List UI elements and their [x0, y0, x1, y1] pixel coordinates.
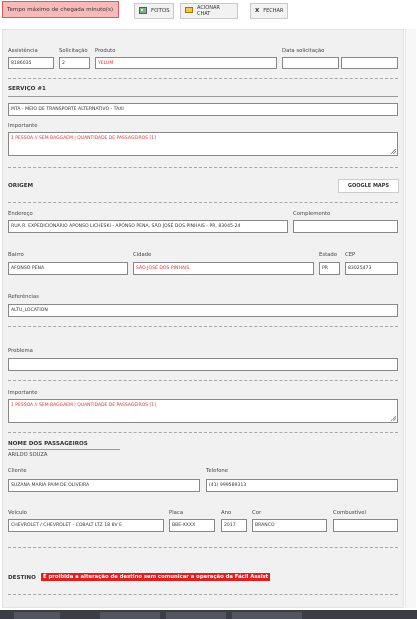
section-divider — [8, 167, 398, 168]
cep-field[interactable]: 83025473 — [345, 262, 398, 275]
bottom-taskbar — [0, 610, 417, 619]
cidade-field[interactable]: SÃO JOSÉ DOS PINHAIS — [133, 262, 314, 275]
service-type-field[interactable]: MTA - MEIO DE TRANSPORTE ALTERNATIVO - TAXI — [8, 103, 398, 116]
placa-label: Placa — [169, 510, 184, 516]
placa-field[interactable]: BBE-XXXX — [169, 519, 215, 532]
section-divider — [8, 547, 398, 548]
endereco-field[interactable]: RUA R. EXPEDICIONÁRIO APONSO LICHESKI - APONSO PENA, SÃO JOSÉ DOS PINHAIS - PR, 83045-24 — [8, 220, 288, 233]
combustivel-label: Combustível — [333, 510, 366, 516]
origin-title: ORIGEM — [8, 183, 34, 189]
problema-field[interactable] — [8, 358, 398, 371]
cor-field[interactable]: BRANCO — [252, 519, 327, 532]
solicitacao-label: Solicitação — [59, 48, 88, 54]
bairro-field[interactable]: AFONSO PENA — [8, 262, 128, 275]
complemento-field[interactable] — [293, 220, 398, 233]
problem-importante-label: Importante — [8, 390, 38, 396]
problema-label: Problema — [8, 348, 33, 354]
section-divider — [8, 326, 398, 327]
close-icon: X — [255, 8, 260, 14]
cliente-field[interactable]: SUZANA MARIA PAIM DE OLIVEIRA — [8, 479, 200, 492]
passengers-title-rule — [8, 449, 120, 450]
chat-button[interactable] — [180, 3, 238, 19]
combustivel-field[interactable] — [333, 519, 398, 532]
taskbar-item[interactable] — [14, 612, 60, 619]
photo-icon — [139, 7, 147, 16]
service-importante-label: Importante — [8, 123, 38, 129]
google-maps-button[interactable]: GOOGLE MAPS — [338, 179, 399, 193]
section-divider — [8, 380, 398, 381]
top-toolbar — [0, 0, 417, 26]
passengers-title: NOME DOS PASSAGEIROS — [8, 441, 88, 447]
bairro-label: Bairro — [8, 252, 24, 258]
service-importante-textarea[interactable] — [8, 132, 398, 156]
cidade-label: Cidade — [133, 252, 152, 258]
service-importante-text: 1 PESSOA // SEM BAGGAEM | QUANTIDADE DE PASSAGEIROS [1] — [11, 136, 156, 141]
telefone-label: Telefone — [206, 468, 229, 474]
produto-field[interactable]: YELUM — [95, 57, 277, 69]
data-solicitacao-label: Data solicitação — [282, 48, 325, 54]
service-title: SERVIÇO #1 — [8, 86, 46, 92]
chat-icon — [185, 7, 193, 16]
origin-divider — [8, 202, 398, 203]
referencias-label: Referências — [8, 294, 39, 300]
estado-field[interactable]: PR — [319, 262, 340, 275]
estado-label: Estado — [319, 252, 338, 258]
taskbar-item[interactable] — [166, 612, 226, 619]
problem-importante-textarea[interactable] — [8, 399, 398, 423]
produto-label: Produto — [95, 48, 116, 54]
endereco-label: Endereço — [8, 211, 33, 217]
arrival-timer-badge — [2, 1, 119, 18]
veiculo-field[interactable]: CHEVROLET / CHEVROLET - COBALT LTZ 18 8V E — [8, 519, 164, 532]
section-divider — [8, 594, 398, 595]
photos-button[interactable] — [134, 3, 174, 19]
passenger-name: ARILDO SOUZA — [8, 452, 48, 458]
veiculo-label: Veículo — [8, 510, 27, 516]
assistencia-label: Assistência — [8, 48, 38, 54]
data-solicitacao-field[interactable] — [282, 57, 339, 69]
chat-label: ACIONAR CHAT — [197, 5, 220, 17]
destination-title: DESTINO — [8, 575, 36, 581]
vertical-scrollbar[interactable] — [405, 29, 416, 608]
taskbar-item[interactable] — [100, 612, 160, 619]
close-button[interactable] — [250, 3, 288, 19]
referencias-field[interactable]: ALTU_LOCATION — [8, 304, 398, 317]
section-divider — [8, 78, 398, 79]
hora-solicitacao-field[interactable] — [341, 57, 398, 69]
destination-warning-badge: É proibida a alteração de destino sem comunicar a operação da Fácil Assist — [43, 574, 269, 580]
problem-importante-text: 1 PESSOA // SEM BAGGAEM | QUANTIDADE DE PASSAGEIROS [1] — [11, 403, 156, 408]
complemento-label: Complemento — [293, 211, 331, 217]
telefone-field[interactable]: (41) 999589313 — [206, 479, 398, 492]
section-divider — [8, 432, 398, 433]
taskbar-item[interactable] — [232, 612, 302, 619]
ano-label: Ano — [221, 510, 232, 516]
cliente-label: Cliente — [8, 468, 27, 474]
cep-label: CEP — [345, 252, 356, 258]
close-label: FECHAR — [263, 8, 284, 14]
timer-label: Tempo máximo de chegada minuto(s) — [7, 6, 114, 13]
solicitacao-field[interactable]: 2 — [59, 57, 90, 69]
photos-label: FOTOS — [151, 8, 170, 14]
ano-field[interactable]: 2017 — [221, 519, 247, 532]
service-title-rule — [8, 96, 398, 97]
cor-label: Cor — [252, 510, 262, 516]
assistencia-field[interactable]: 8186035 — [8, 57, 54, 69]
